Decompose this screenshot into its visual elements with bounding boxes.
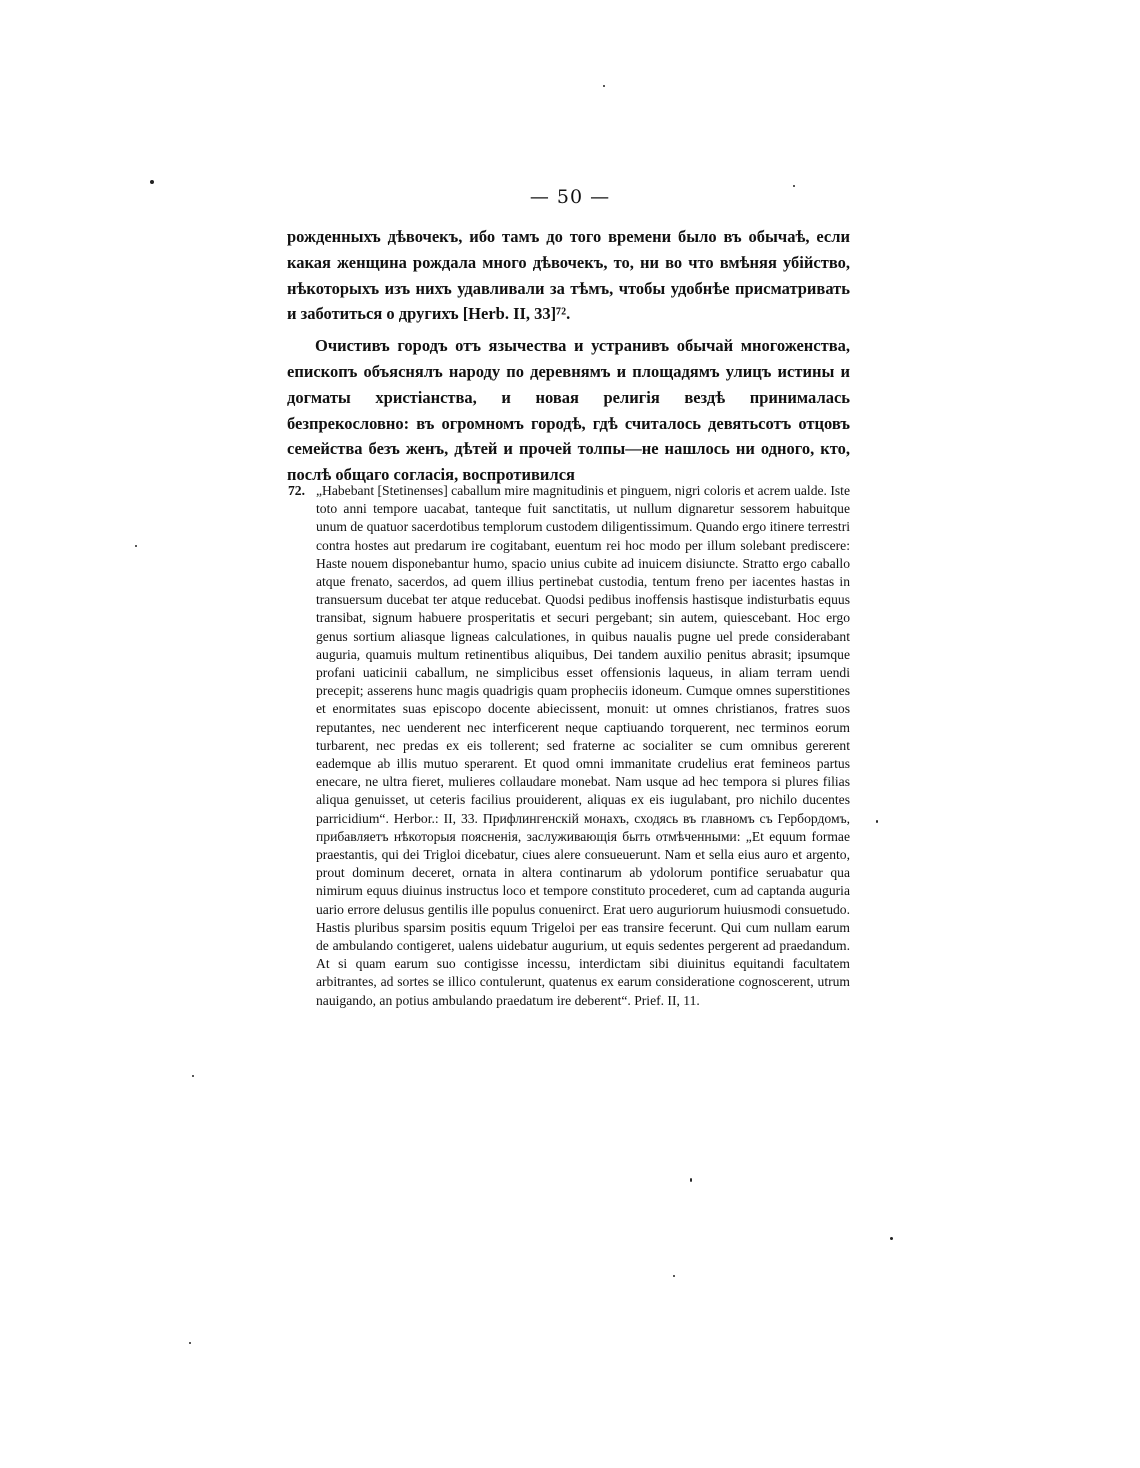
scan-speck (793, 185, 795, 187)
footnote-72 (288, 482, 850, 1010)
scan-speck (192, 1075, 194, 1077)
scan-speck (876, 820, 878, 823)
footnote-text: „Habebant [Stetinenses] caballum mire magnitudinis et pinguem, nigri coloris et acrem ualde. Iste toto anni tempore uacabat, tanteque fuit sanctitatis, ut nullum dignaretur sessorem habuitque unum de quatuor sacerdotibus templorum custodem diligentissimum. Quando ergo itinere terrestri contra hostes aut predarum ire cogitabant, euentum rei hoc modo per illum solebant prediscere: Haste nouem disponebantur humo, spacio unius cubite ad inuicem disiuncte. Stratto ergo caballo atque frenato, sacerdos, ad quem illius pertinebat custodia, tentum freno per iacentes hastas in transuersum ducebat ter atque reducebat. Quodsi pedibus inoffensis hastisque indisturbatis equus transibat, signum habuere prosperitatis et securi pergebant; sin autem, quiescebant. Hoc ergo genus sortium aliasque ligneas calculationes, in quibus naualis pugne uel prede considerabant auguria, quamuis multum retinentibus aliquibus, Dei tandem auxilio penitus abrasit; ipsumque profani uaticinii caballum, ne simplicibus esset offensionis laqueus, in aliam terram uendi precepit; asserens hunc magis quadrigis quam propheciis idoneum. Cumque omnes superstitiones et enormitates suas episcopo docente abiecissent, monuit: ut omnes christianos, fratres suos reputantes, nec uenderent nec interficerent neque captiuando torquerent, nec terminos eorum turbarent, nec predas ex eis tollerent; sed fraterne ac socialiter se cum omnibus gererent eademque ab illis mutuo sperarent. Et quod omni immanitate crudelius erat femineos partus enecare, ne ultra fieret, mulieres collaudare monebat. Nam usque ad hec tempora si plures filias aliqua genuisset, ut ceteris facilius prouiderent, aliquas ex eis iugulabant, pro nichilo ducentes parricidium“. Herbor.: II, 33. Прифлингенскій монахъ, сходясь въ главномъ съ Гербордомъ, прибавляетъ нѣкоторыя поясненія, заслуживающія быть отмѣченными: „Et equum formae praestantis, qui dei Trigloi dicebatur, ciues alere consueuerunt. Nam et sella eius auro et argento, prout dominum deceret, ornata in altera continarum ab ydolorum pontifice seruabatur qua nimirum equus diuinus instructus loco et tempore constituto procederet, cum ad captanda auguria uario errore delusus gentilis ille populus conuenirct. Erat uero auguriorum huiusmodi consuetudo. Hastis pluribus sparsim positis equum Trigeloi per eas transire fecerunt. Qui cum nullam earum de ambulando contigeret, ualens uidebatur augurium, ut equis sedentes pergerent ad praedandum. At si quam earum suo contigisse incessu, interdictam sibi diuinitus equitandi facultatem arbitrantes, ad sortes se illico contulerunt, quatenus ex earum consideratione cognoscerent, utrum nauigando, an potius ambulando praedatum ire deberent“. Prief. II, 11. (316, 483, 850, 1008)
paragraph-2: Очистивъ городъ отъ язычества и устранивъ обычай многоженства, епископъ объяснялъ народу по деревнямъ и площадямъ улицъ истины и догматы христіанства, и новая религія вездѣ принималась безпрекословно: въ огромномъ городѣ, гдѣ считалось девятьсотъ отцовъ семейства безъ женъ, дѣтей и прочей толпы—не нашлось ни одного, кто, послѣ общаго согласія, воспротивился (287, 336, 850, 485)
scan-speck (135, 545, 137, 547)
scan-speck (189, 1342, 191, 1344)
main-text (287, 224, 850, 488)
paragraph-1: рожденныхъ дѣвочекъ, ибо тамъ до того времени было въ обычаѣ, если какая женщина рождала много дѣвочекъ, то, ни во что вмѣняя убійство, нѣкоторыхъ изъ нихъ удавливали за тѣмъ, чтобы удобнѣе присматривать и заботиться о другихъ [Herb. II, 33]⁷². (287, 227, 850, 324)
scan-speck (890, 1237, 893, 1240)
scan-speck (150, 180, 154, 184)
page-number: — 50 — (529, 186, 611, 208)
scan-speck (603, 85, 605, 87)
footnote-number: 72. (288, 483, 305, 498)
scan-speck (673, 1275, 675, 1277)
scan-speck (690, 1178, 692, 1182)
